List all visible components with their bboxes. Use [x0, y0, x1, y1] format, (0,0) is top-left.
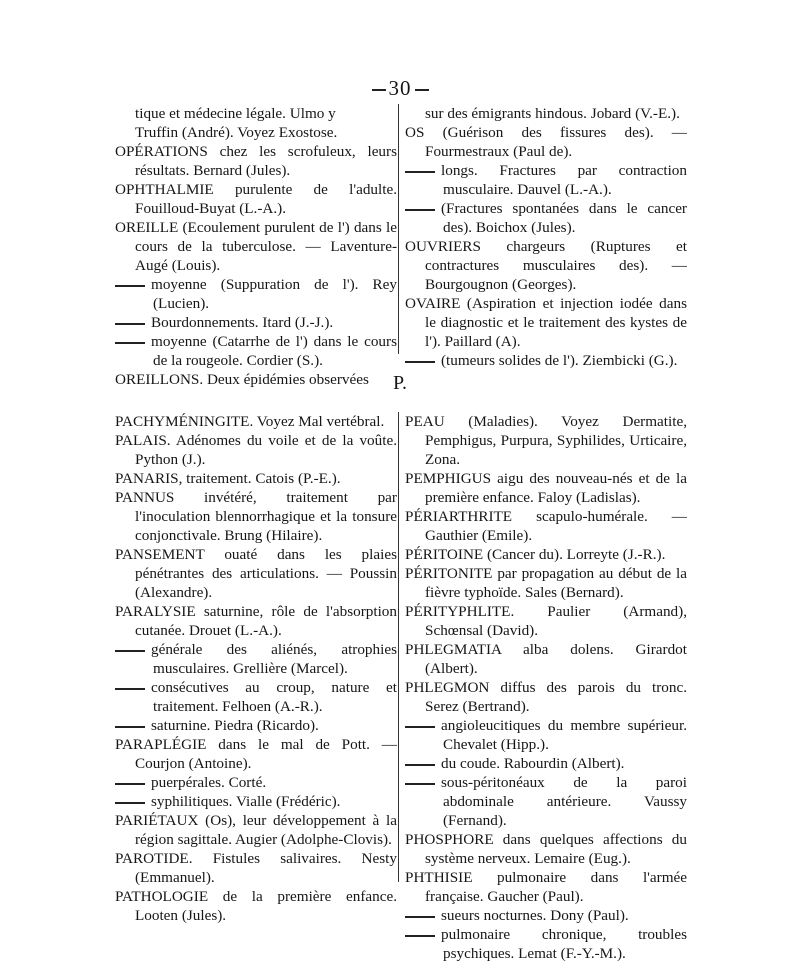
index-entry: PANSEMENT ouaté dans les plaies pénétrantes des articulations. — Poussin (Alexandre). [115, 546, 397, 601]
column-divider-top [398, 104, 399, 354]
index-entry: PÉRITOINE (Cancer du). Lorreyte (J.-R.). [405, 546, 666, 563]
column-bottom-left [115, 412, 397, 925]
index-entry: OPHTHALMIE purulente de l'adulte. Fouilloud-Buyat (L.-A.). [115, 181, 397, 217]
index-entry: PAROTIDE. Fistules salivaires. Nesty (Emmanuel). [115, 850, 397, 886]
index-entry: sous-péritonéaux de la paroi abdominale antérieure. Vaussy (Fernand). [405, 773, 687, 830]
column-top-right [405, 104, 687, 370]
index-entry: (Fractures spontanées dans le cancer des). Boichox (Jules). [405, 199, 687, 237]
index-entry: OREILLE (Ecoulement purulent de l') dans le cours de la tuberculose. — Laventure-Augé (Louis). [115, 219, 397, 274]
page-number-dash-right [415, 89, 429, 91]
index-entry: angioleucitiques du membre supérieur. Chevalet (Hipp.). [405, 716, 687, 754]
index-entry: PÉRIARTHRITE scapulo-humérale. — Gauthier (Emile). [405, 508, 687, 544]
column-bottom-right [405, 412, 687, 963]
index-entry: OVAIRE (Aspiration et injection iodée dans le diagnostic et le traitement des kystes de l'). Paillard (A). [405, 295, 687, 350]
index-entry: Bourdonnements. Itard (J.-J.). [115, 313, 397, 332]
index-entry: PÉRITONITE par propagation au début de la fièvre typhoïde. Sales (Bernard). [405, 565, 687, 601]
index-entry: OREILLONS. Deux épidémies observées [115, 371, 369, 388]
index-entry: PHLEGMON diffus des parois du tronc. Serez (Bertrand). [405, 679, 687, 715]
index-entry: moyenne (Suppuration de l'). Rey (Lucien). [115, 275, 397, 313]
index-entry: sur des émigrants hindous. Jobard (V.-E.). [425, 105, 680, 122]
section-letter: P. [393, 372, 407, 394]
index-entry: pulmonaire chronique, troubles psychiques. Lemat (F.-Y.-M.). [405, 925, 687, 963]
index-entry: PARIÉTAUX (Os), leur développement à la région sagittale. Augier (Adolphe-Clovis). [115, 812, 397, 848]
index-entry: moyenne (Catarrhe de l') dans le cours de la rougeole. Cordier (S.). [115, 332, 397, 370]
index-entry: OPÉRATIONS chez les scrofuleux, leurs résultats. Bernard (Jules). [115, 143, 397, 179]
index-entry: PATHOLOGIE de la première enfance. Looten (Jules). [115, 888, 397, 924]
index-entry: PANARIS, traitement. Catois (P.-E.). [115, 470, 341, 487]
index-entry: PEMPHIGUS aigu des nouveau-nés et de la première enfance. Faloy (Ladislas). [405, 470, 687, 506]
index-entry: PEAU (Maladies). Voyez Dermatite, Pemphigus, Purpura, Syphilides, Urticaire, Zona. [405, 413, 687, 468]
index-entry: PARAPLÉGIE dans le mal de Pott. — Courjon (Antoine). [115, 736, 397, 772]
page-number-text: 30 [388, 76, 412, 100]
column-top-left [115, 104, 397, 389]
index-entry: PALAIS. Adénomes du voile et de la voûte. Python (J.). [115, 432, 397, 468]
index-entry: (tumeurs solides de l'). Ziembicki (G.). [405, 351, 687, 370]
index-entry: syphilitiques. Vialle (Frédéric). [115, 792, 397, 811]
index-entry: consécutives au croup, nature et traitement. Felhoen (A.-R.). [115, 678, 397, 716]
index-entry: saturnine. Piedra (Ricardo). [115, 716, 397, 735]
index-entry: PHTHISIE pulmonaire dans l'armée française. Gaucher (Paul). [405, 869, 687, 905]
index-entry: Truffin (André). Voyez Exostose. [135, 124, 338, 141]
page-number-dash-left [372, 89, 386, 91]
index-entry: PANNUS invétéré, traitement par l'inoculation blennorrhagique et la tonsure conjonctivale. Brung (Hilaire). [115, 489, 397, 544]
index-entry: OS (Guérison des fissures des). — Fourmestraux (Paul de). [405, 124, 687, 160]
index-entry: PÉRITYPHLITE. Paulier (Armand), Schœnsal (David). [405, 603, 687, 639]
index-entry: du coude. Rabourdin (Albert). [405, 754, 687, 773]
index-entry: PHLEGMATIA alba dolens. Girardot (Albert). [405, 641, 687, 677]
index-entry: PARALYSIE saturnine, rôle de l'absorption cutanée. Drouet (L.-A.). [115, 603, 397, 639]
index-entry: puerpérales. Corté. [115, 773, 397, 792]
column-divider-bottom [398, 412, 399, 882]
index-entry: longs. Fractures par contraction musculaire. Dauvel (L.-A.). [405, 161, 687, 199]
page-number [0, 76, 800, 101]
index-entry: PHOSPHORE dans quelques affections du système nerveux. Lemaire (Eug.). [405, 831, 687, 867]
index-entry: tique et médecine légale. Ulmo y [135, 105, 336, 122]
index-entry: PACHYMÉNINGITE. Voyez Mal vertébral. [115, 413, 385, 430]
index-entry: OUVRIERS chargeurs (Ruptures et contractures musculaires des). — Bourgougnon (Georges). [405, 238, 687, 293]
index-entry: générale des aliénés, atrophies musculaires. Grellière (Marcel). [115, 640, 397, 678]
index-entry: sueurs nocturnes. Dony (Paul). [405, 906, 687, 925]
